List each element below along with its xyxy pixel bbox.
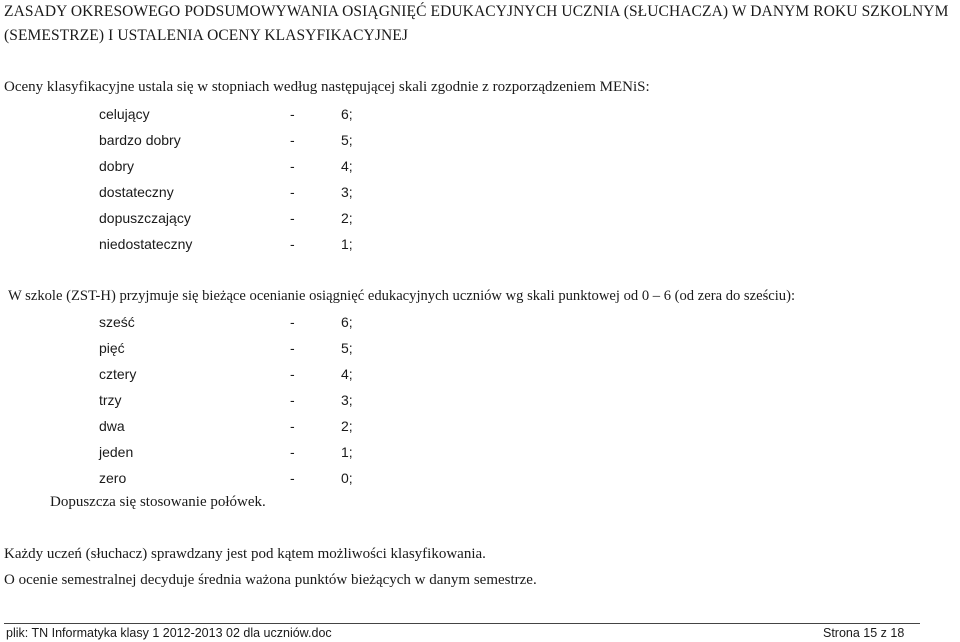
grade-value: 4;	[341, 158, 353, 174]
points-name: jeden	[99, 444, 134, 460]
grade-value: 5;	[341, 132, 353, 148]
grade-value: 3;	[341, 184, 353, 200]
points-name: trzy	[99, 392, 122, 408]
points-dash: -	[290, 314, 295, 330]
grade-name: dostateczny	[99, 184, 174, 200]
grade-value: 6;	[341, 106, 353, 122]
grade-value: 2;	[341, 210, 353, 226]
points-name: cztery	[99, 366, 137, 382]
points-value: 1;	[341, 444, 353, 460]
points-name: dwa	[99, 418, 125, 434]
grade-name: dopuszczający	[99, 210, 191, 226]
points-scale-intro: W szkole (ZST-H) przyjmuje się bieżące ocenianie osiągnięć edukacyjnych uczniów wg skali punktowej od 0 – 6 (od zera do sześciu):	[8, 288, 795, 304]
grade-dash: -	[290, 158, 295, 174]
grade-name: bardzo dobry	[99, 132, 181, 148]
grade-value: 1;	[341, 236, 353, 252]
points-name: pięć	[99, 340, 125, 356]
halves-note: Dopuszcza się stosowanie połówek.	[50, 494, 266, 510]
points-dash: -	[290, 366, 295, 382]
footer-page-number: Strona 15 z 18	[823, 626, 905, 640]
points-dash: -	[290, 444, 295, 460]
points-name: sześć	[99, 314, 135, 330]
grade-name: dobry	[99, 158, 135, 174]
points-value: 0;	[341, 470, 353, 486]
grade-dash: -	[290, 210, 295, 226]
grade-dash: -	[290, 236, 295, 252]
grade-name: niedostateczny	[99, 236, 193, 252]
grade-dash: -	[290, 184, 295, 200]
points-dash: -	[290, 470, 295, 486]
grade-name: celujący	[99, 106, 150, 122]
grade-dash: -	[290, 132, 295, 148]
points-value: 6;	[341, 314, 353, 330]
points-value: 3;	[341, 392, 353, 408]
points-value: 5;	[341, 340, 353, 356]
points-name: zero	[99, 470, 127, 486]
grade-scale-intro: Oceny klasyfikacyjne ustala się w stopniach według następującej skali zgodnie z rozporządzeniem MENiS:	[4, 79, 650, 95]
footer-file-name: plik: TN Informatyka klasy 1 2012-2013 02 dla uczniów.doc	[6, 626, 332, 640]
points-dash: -	[290, 392, 295, 408]
document-heading-line-1: ZASADY OKRESOWEGO PODSUMOWYWANIA OSIĄGNIĘĆ EDUKACYJNYCH UCZNIA (SŁUCHACZA) W DANYM ROKU SZKOLNYM	[4, 3, 949, 20]
document-heading-line-2: (SEMESTRZE) I USTALENIA OCENY KLASYFIKACYJNEJ	[4, 27, 408, 44]
grade-dash: -	[290, 106, 295, 122]
semester-note: O ocenie semestralnej decyduje średnia ważona punktów bieżących w danym semestrze.	[4, 572, 537, 588]
points-value: 2;	[341, 418, 353, 434]
points-value: 4;	[341, 366, 353, 382]
footer-divider	[4, 623, 920, 624]
classification-note: Każdy uczeń (słuchacz) sprawdzany jest pod kątem możliwości klasyfikowania.	[4, 546, 486, 562]
points-dash: -	[290, 418, 295, 434]
points-dash: -	[290, 340, 295, 356]
